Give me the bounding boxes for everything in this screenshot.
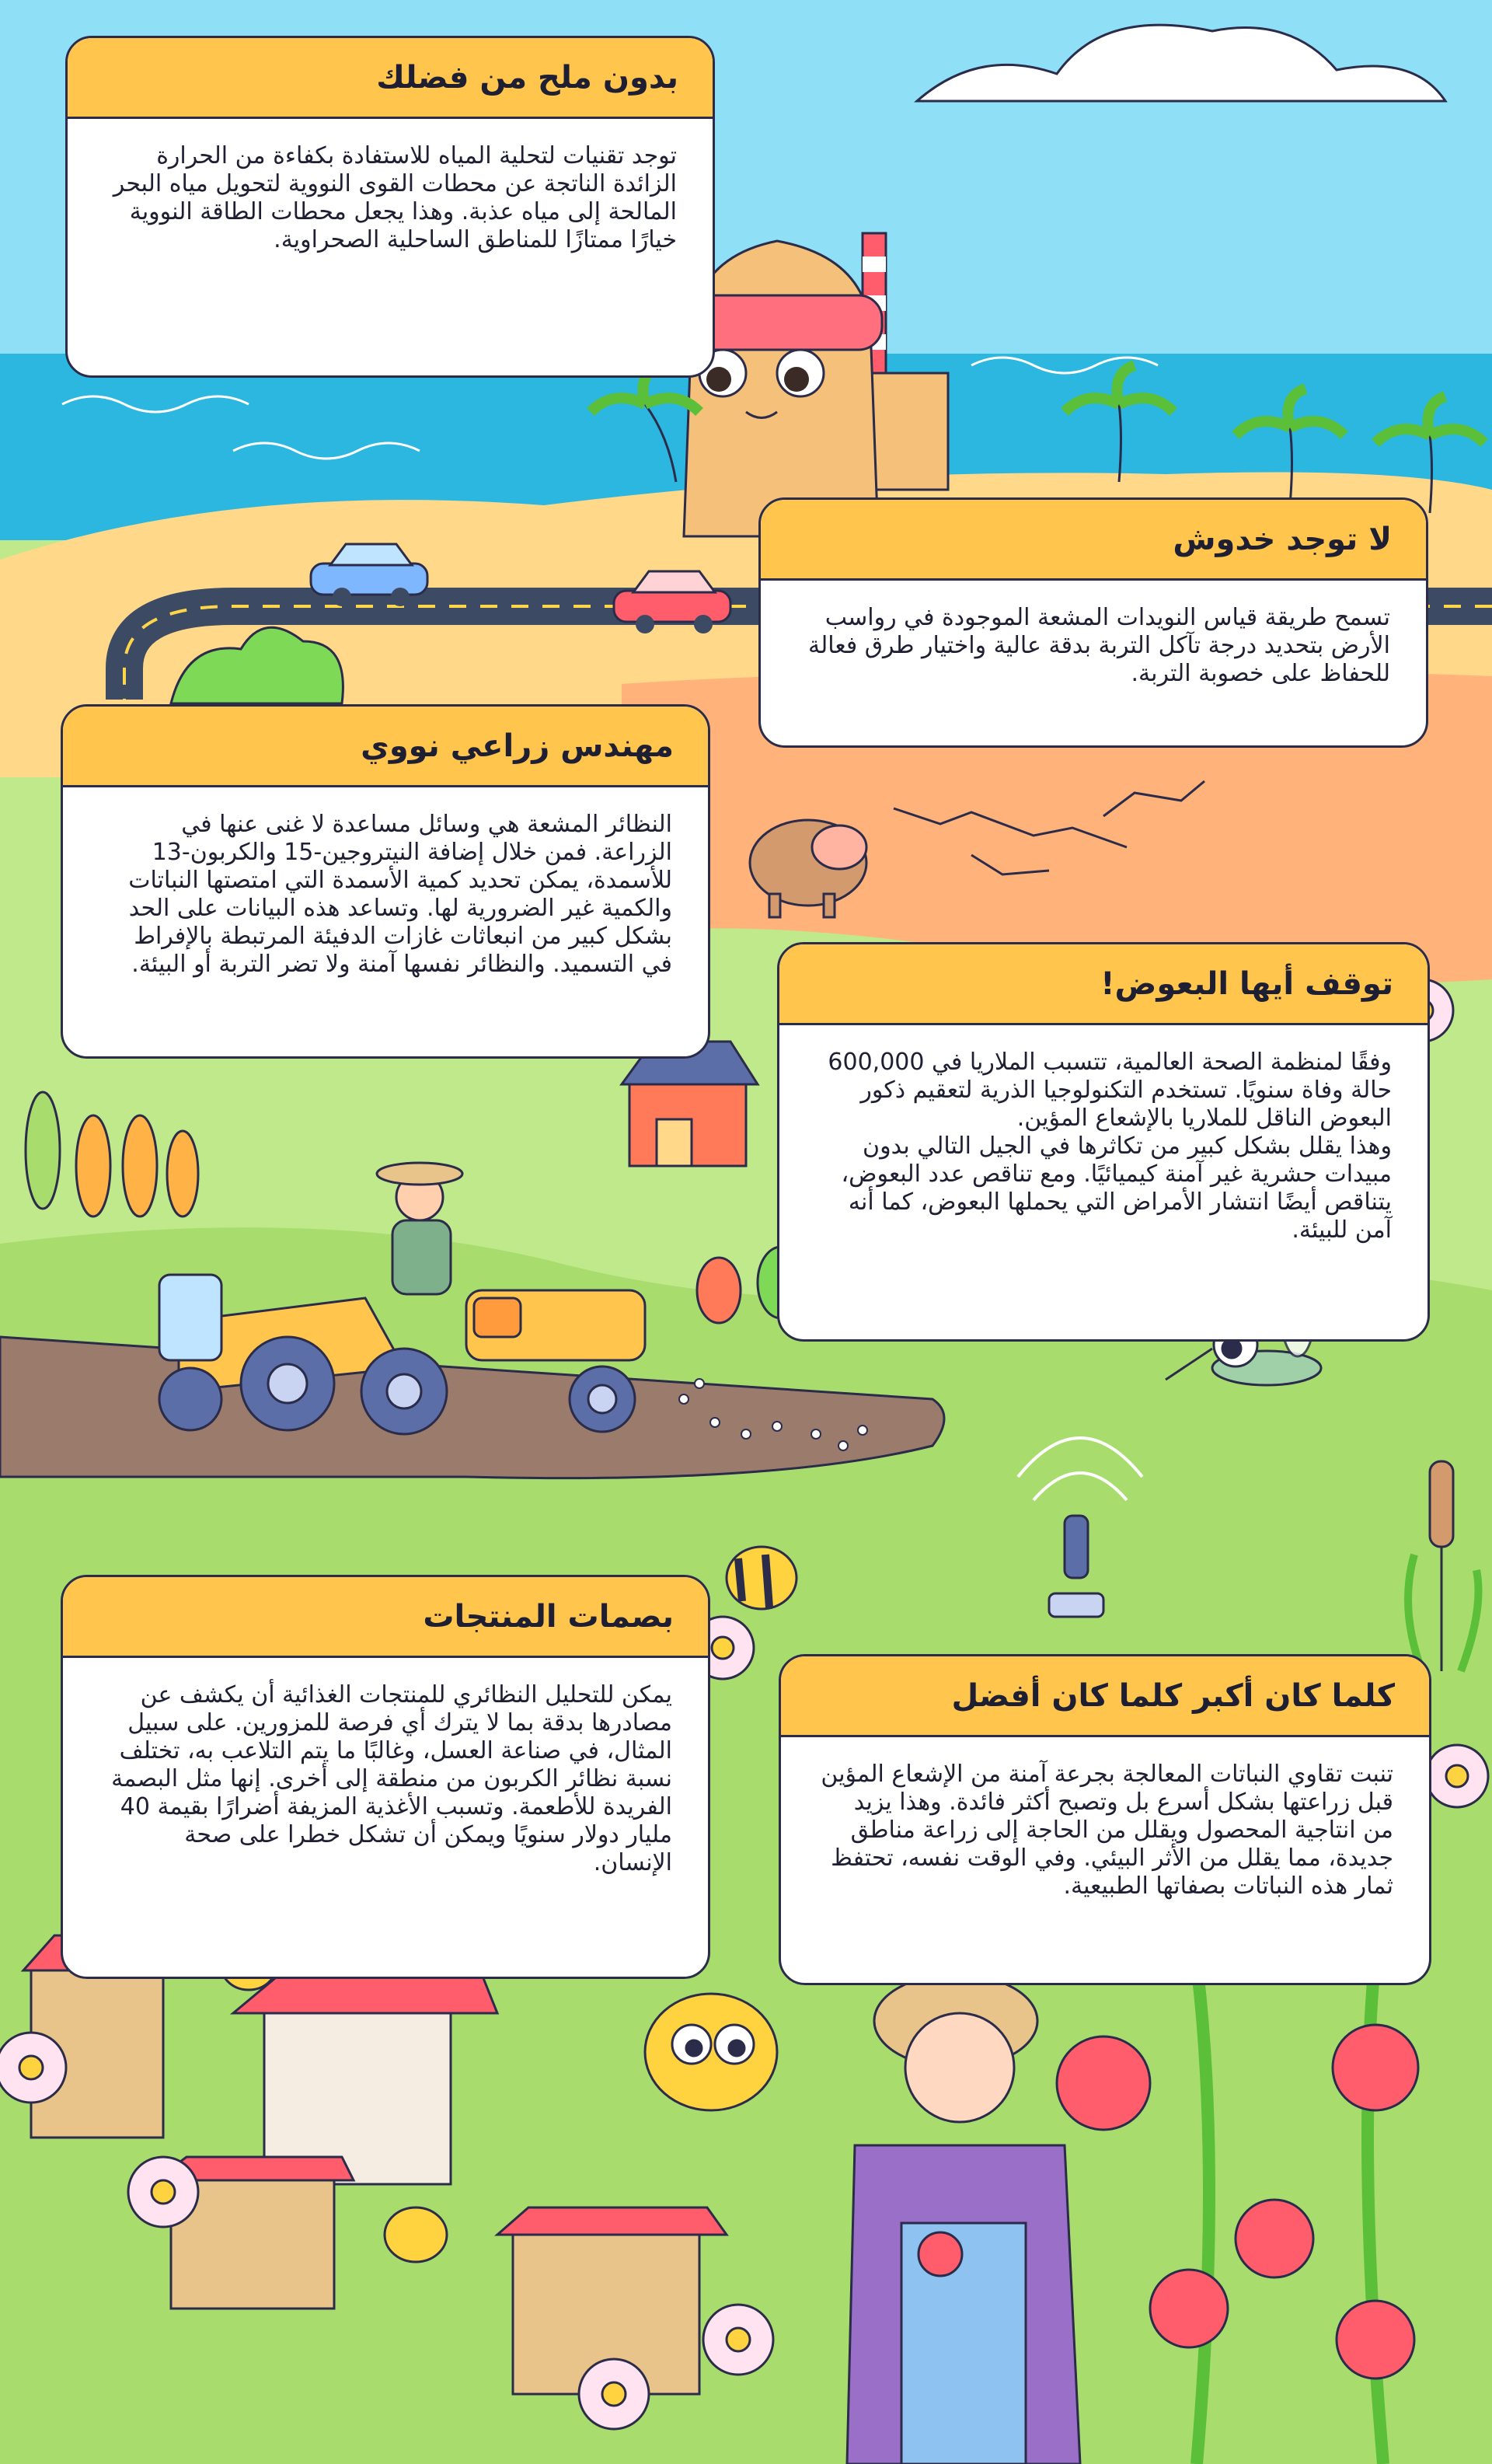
card-mosquitoes: [777, 942, 1430, 1342]
card-text: وفقًا لمنظمة الصحة العالمية، تتسبب الملاريا في 600,000 حالة وفاة سنويًا. تستخدم التكنولوجيا الذرية لتعقيم ذكور البعوض الناقل للملاريا بالإشعاع المؤين. وهذا يقلل بشكل كبير من تكاثرها في الجيل التالي بدون مبيدات حشرية غير آمنة كيميائيًا. ومع تناقص عدد البعوض، يتناقص أيضًا انتشار الأمراض التي يحملها البعوض، كما أنه آمن للبيئة.: [828, 1049, 1392, 1244]
card-title: مهندس زراعي نووي: [361, 728, 674, 764]
card-header: [781, 1656, 1429, 1737]
card-text: توجد تقنيات لتحلية المياه للاستفادة بكفاءة من الحرارة الزائدة الناتجة عن محطات القوى النووية لتحويل مياه البحر المالحة إلى مياه عذبة. وهذا يجعل محطات الطاقة النووية خيارًا ممتازًا للمناطق الساحلية الصحراوية.: [113, 142, 677, 253]
card-desalination: [65, 36, 715, 378]
card-title: بصمات المنتجات: [423, 1598, 674, 1635]
card-title: توقف أيها البعوض!: [1100, 965, 1393, 1002]
card-title: كلما كان أكبر كلما كان أفضل: [951, 1677, 1395, 1714]
card-text: يمكن للتحليل النظائري للمنتجات الغذائية أن يكشف عن مصادرها بدقة بما لا يترك أي فرصة للمزورين. على سبيل المثال، في صناعة العسل، وغالبًا ما يتم التلاعب به، تختلف نسبة نظائر الكربون من منطقة إلى أخرى. إنها مثل البصمة الفريدة للأطعمة. وتسبب الأغذية المزيفة أضرارًا بقيمة 40 مليار دولار سنويًا ويمكن أن تشكل خطرا على صحة الإنسان.: [111, 1681, 672, 1876]
card-bigger-better: [779, 1654, 1431, 1985]
card-header: [68, 38, 713, 119]
card-title: بدون ملح من فضلك: [376, 59, 678, 96]
card-text: تسمح طريقة قياس النويدات المشعة الموجودة في رواسب الأرض بتحديد درجة تآكل التربة بدقة عالية واختيار طرق فعالة للحفاظ على خصوبة التربة.: [808, 604, 1390, 687]
card-agronomist: [61, 704, 710, 1059]
card-erosion: [758, 497, 1428, 748]
barn: [622, 1042, 758, 1166]
card-header: [63, 707, 708, 787]
card-text: تنبت تقاوي النباتات المعالجة بجرعة آمنة من الإشعاع المؤين قبل زراعتها بشكل أسرع بل وتصبح أكثر فائدة. وهذا يزيد من انتاجية المحصول ويقلل من الحاجة إلى زراعة مناطق جديدة، مما يقلل من الأثر البيئي. وفي الوقت نفسه، تحتفظ ثمار هذه النباتات بصفاتها الطبيعية.: [821, 1761, 1393, 1900]
card-text: النظائر المشعة هي وسائل مساعدة لا غنى عنها في الزراعة. فمن خلال إضافة النيتروجين-15 والكربون-13 للأسمدة، يمكن تحديد كمية الأسمدة التي امتصتها النباتات والكمية غير الضرورية لها. وتساعد هذه البيانات على الحد بشكل كبير من انبعاثات غازات الدفيئة المرتبطة بالإفراط في التسميد. والنظائر نفسها آمنة ولا تضر التربة أو البيئة.: [128, 811, 672, 978]
card-header: [779, 944, 1428, 1025]
card-title: لا توجد خدوش: [1173, 521, 1392, 557]
card-header: [761, 500, 1426, 581]
card-header: [63, 1577, 708, 1658]
card-fingerprints: [61, 1575, 710, 1979]
